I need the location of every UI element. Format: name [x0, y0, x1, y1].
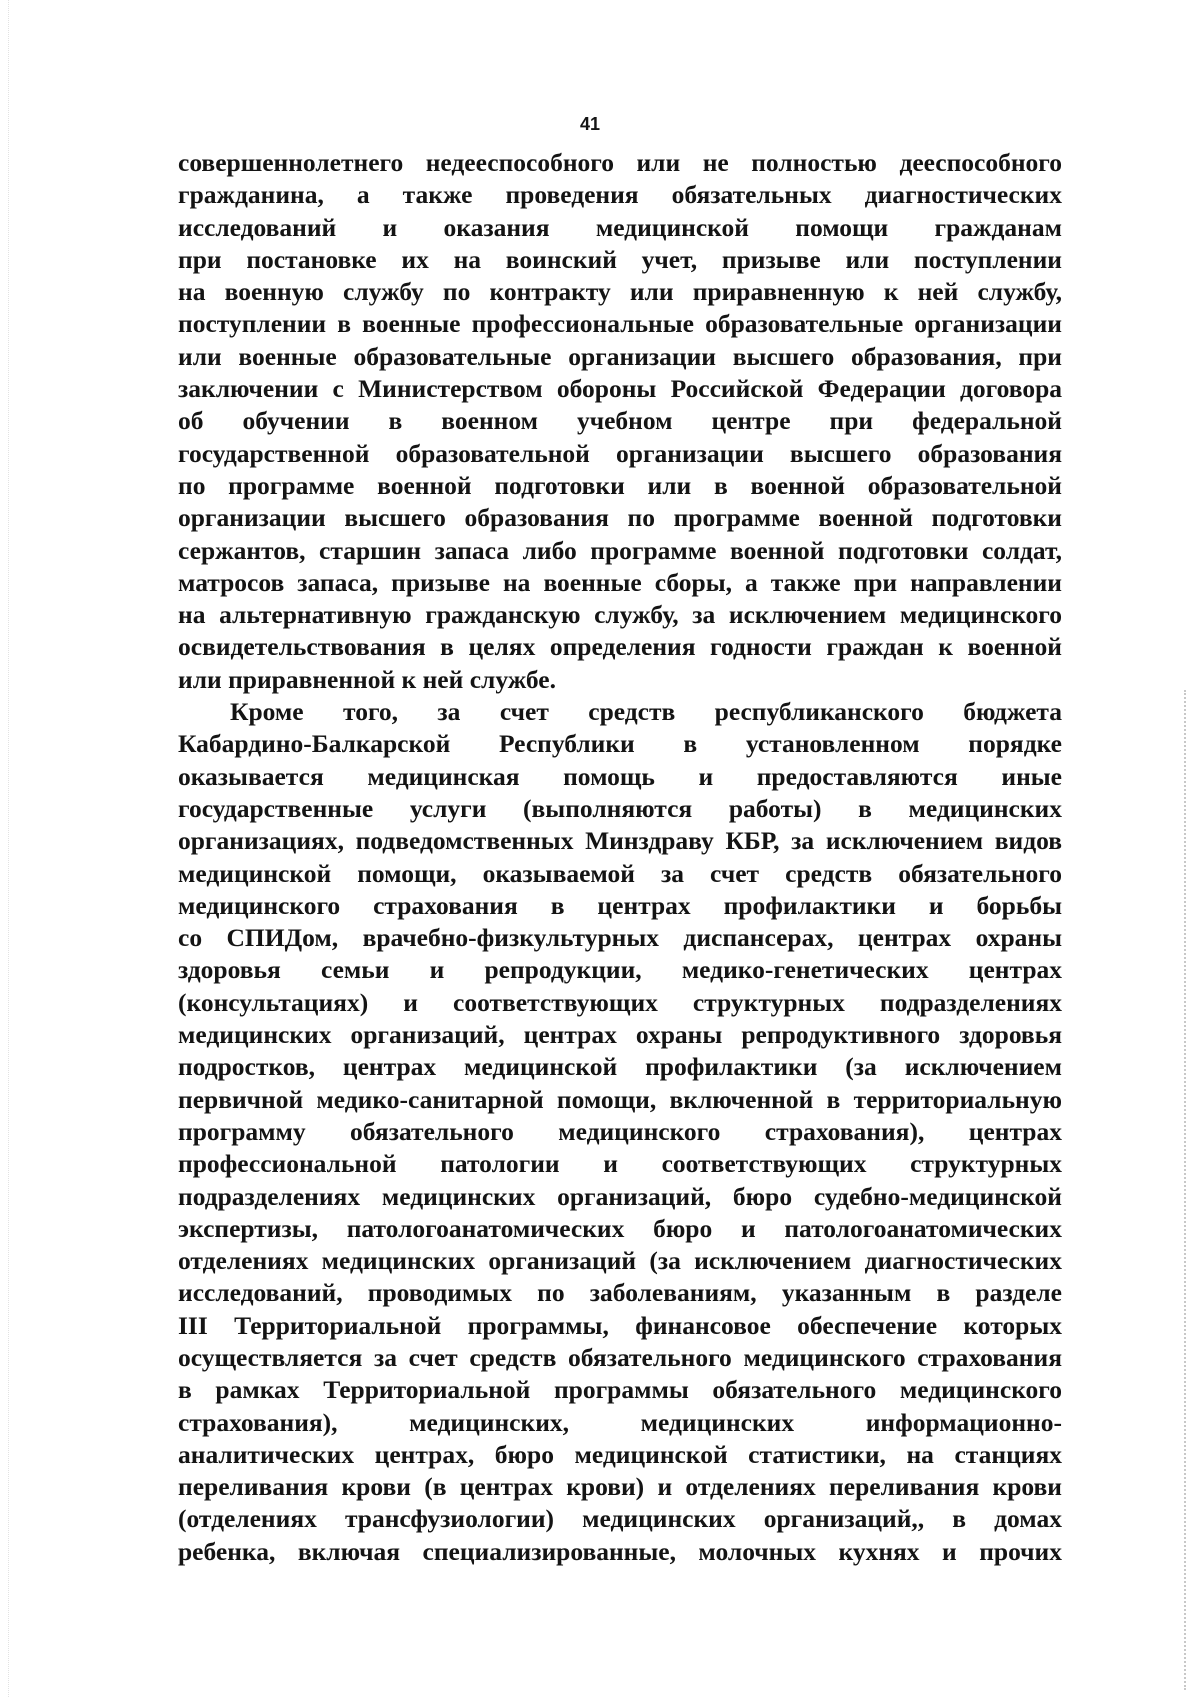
paragraph-2: [178, 696, 1062, 1568]
body-text: [178, 147, 1062, 1568]
text-line: здоровья семьи и репродукции, медико-генетических центрах: [178, 955, 1062, 985]
text-line: отделениях медицинских организаций (за исключением диагностических: [178, 1246, 1062, 1276]
text-line: Кабардино-Балкарской Республики в установленном порядке: [178, 729, 1062, 759]
text-line: заключении с Министерством обороны Российской Федерации договора: [178, 374, 1062, 404]
text-line: со СПИДом, врачебно-физкультурных диспансерах, центрах охраны: [178, 923, 1062, 953]
text-line: на альтернативную гражданскую службу, за исключением медицинского: [178, 600, 1062, 630]
text-line: программу обязательного медицинского страхования), центрах: [178, 1116, 1062, 1146]
text-line: гражданина, а также проведения обязательных диагностических: [178, 180, 1062, 210]
text-line: (отделениях трансфузиологии) медицинских организаций,, в домах: [178, 1504, 1062, 1534]
text-line: первичной медико-санитарной помощи, включенной в территориальную: [178, 1084, 1062, 1114]
text-line: совершеннолетнего недееспособного или не полностью дееспособного: [178, 148, 1062, 177]
text-line: подростков, центрах медицинской профилактики (за исключением: [178, 1052, 1062, 1082]
page-number: 41: [579, 114, 601, 134]
text-line: медицинских организаций, центрах охраны репродуктивного здоровья: [178, 1020, 1062, 1050]
text-line: оказывается медицинская помощь и предоставляются иные: [178, 761, 1062, 791]
text-line: медицинского страхования в центрах профилактики и борьбы: [178, 890, 1062, 920]
text-line: при постановке их на воинский учет, призыве или поступлении: [178, 244, 1062, 274]
text-line: переливания крови (в центрах крови) и отделениях переливания крови: [178, 1472, 1062, 1502]
text-line: аналитических центрах, бюро медицинской статистики, на станциях: [178, 1439, 1062, 1469]
text-line: об обучении в военном учебном центре при федеральной: [178, 406, 1062, 436]
text-line: исследований, проводимых по заболеваниям, указанным в разделе: [178, 1278, 1062, 1308]
text-line: исследований и оказания медицинской помощи гражданам: [178, 212, 1062, 242]
text-line: в рамках Территориальной программы обязательного медицинского: [178, 1375, 1062, 1405]
text-line: поступлении в военные профессиональные образовательные организации: [178, 309, 1062, 339]
text-line: на военную службу по контракту или приравненную к ней службу,: [178, 277, 1062, 307]
text-line: Кроме того, за счет средств республиканского бюджета: [230, 697, 1062, 727]
paragraph-1: [178, 147, 1062, 696]
scan-artifact-right: [1184, 690, 1186, 1690]
text-line: осуществляется за счет средств обязательного медицинского страхования: [178, 1342, 1062, 1372]
text-line: экспертизы, патологоанатомических бюро и патологоанатомических: [178, 1213, 1062, 1243]
scan-artifact-left: [8, 0, 9, 1697]
text-line: профессиональной патологии и соответствующих структурных: [178, 1149, 1062, 1179]
text-line: III Территориальной программы, финансовое обеспечение которых: [178, 1310, 1062, 1340]
text-line: матросов запаса, призыве на военные сборы, а также при направлении: [178, 567, 1062, 597]
text-line: или приравненной к ней службе.: [178, 664, 556, 694]
text-line: государственной образовательной организации высшего образования: [178, 438, 1062, 468]
text-line: организации высшего образования по программе военной подготовки: [178, 503, 1062, 533]
text-line: (консультациях) и соответствующих структурных подразделениях: [178, 987, 1062, 1017]
text-line: ребенка, включая специализированные, молочных кухнях и прочих: [178, 1536, 1062, 1566]
text-line: организациях, подведомственных Минздраву КБР, за исключением видов: [178, 826, 1062, 856]
text-line: подразделениях медицинских организаций, бюро судебно-медицинской: [178, 1181, 1062, 1211]
text-line: сержантов, старшин запаса либо программе военной подготовки солдат,: [178, 535, 1062, 565]
text-line: или военные образовательные организации высшего образования, при: [178, 341, 1062, 371]
text-line: государственные услуги (выполняются работы) в медицинских: [178, 793, 1062, 823]
text-line: по программе военной подготовки или в военной образовательной: [178, 470, 1062, 500]
text-line: страхования), медицинских, медицинских информационно-: [178, 1407, 1062, 1437]
text-line: освидетельствования в целях определения годности граждан к военной: [178, 632, 1062, 662]
text-line: медицинской помощи, оказываемой за счет средств обязательного: [178, 858, 1062, 888]
